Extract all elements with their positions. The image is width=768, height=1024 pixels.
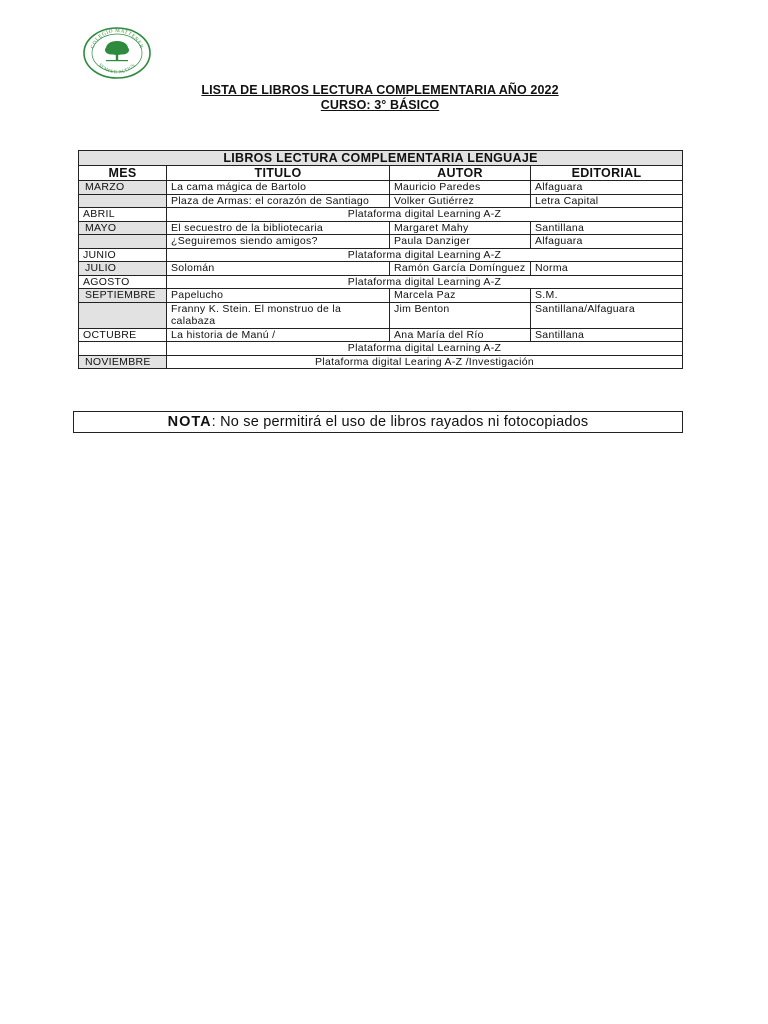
publisher-cell: Santillana (531, 221, 683, 235)
table-row (79, 342, 683, 356)
platform-cell: Plataforma digital Learing A-Z /Investigación (167, 355, 683, 369)
publisher-cell: Alfaguara (531, 235, 683, 249)
tree-icon (105, 41, 129, 61)
table-row (79, 194, 683, 208)
month-cell (79, 235, 167, 249)
author-cell: Margaret Mahy (390, 221, 531, 235)
publisher-cell: Alfaguara (531, 181, 683, 195)
table-row (79, 248, 683, 262)
note-label: NOTA (167, 414, 212, 430)
author-cell: Ramón García Domínguez (390, 262, 531, 276)
month-cell (79, 302, 167, 328)
publisher-cell: Norma (531, 262, 683, 276)
author-cell: Paula Danziger (390, 235, 531, 249)
author-cell: Volker Gutiérrez (390, 194, 531, 208)
book-title-cell: ¿Seguiremos siendo amigos? (167, 235, 390, 249)
book-title-cell: Plaza de Armas: el corazón de Santiago (167, 194, 390, 208)
month-cell: MARZO (79, 181, 167, 195)
author-cell: Marcela Paz (390, 289, 531, 303)
platform-cell: Plataforma digital Learning A-Z (167, 275, 683, 289)
note-box (73, 411, 683, 433)
column-header-editorial: EDITORIAL (531, 166, 683, 181)
publisher-cell: S.M. (531, 289, 683, 303)
book-title-cell: La cama mágica de Bartolo (167, 181, 390, 195)
publisher-cell: Santillana (531, 328, 683, 342)
seal-text-bottom: SEMPER ALTIUS (97, 62, 137, 75)
table-row (79, 328, 683, 342)
month-cell (79, 194, 167, 208)
month-cell: ABRIL (79, 208, 167, 222)
table-row (79, 262, 683, 276)
author-cell: Ana María del Río (390, 328, 531, 342)
course-title: CURSO: 3° BÁSICO (320, 98, 440, 112)
seal-text-top: COLEGIO MATTENER (89, 27, 145, 50)
book-title-cell: Franny K. Stein. El monstruo de la calabaza (167, 302, 390, 328)
document-title: LISTA DE LIBROS LECTURA COMPLEMENTARIA AÑO 2022 (201, 83, 559, 97)
table-row (79, 289, 683, 303)
month-cell: SEPTIEMBRE (79, 289, 167, 303)
table-row (79, 208, 683, 222)
book-title-cell: La historia de Manú / (167, 328, 390, 342)
table-row (79, 235, 683, 249)
month-cell (79, 342, 167, 356)
book-title-cell: El secuestro de la bibliotecaria (167, 221, 390, 235)
table-row (79, 221, 683, 235)
author-cell: Mauricio Paredes (390, 181, 531, 195)
book-title-cell: Papelucho (167, 289, 390, 303)
table-row (79, 302, 683, 328)
month-cell: NOVIEMBRE (79, 355, 167, 369)
platform-cell: Plataforma digital Learning A-Z (167, 248, 683, 262)
platform-cell: Plataforma digital Learning A-Z (167, 208, 683, 222)
month-cell: JULIO (79, 262, 167, 276)
table-row (79, 181, 683, 195)
table-row (79, 355, 683, 369)
table-title: LIBROS LECTURA COMPLEMENTARIA LENGUAJE (79, 151, 683, 166)
month-cell: MAYO (79, 221, 167, 235)
publisher-cell: Letra Capital (531, 194, 683, 208)
month-cell: AGOSTO (79, 275, 167, 289)
books-table (78, 150, 683, 369)
column-header-mes: MES (79, 166, 167, 181)
month-cell: OCTUBRE (79, 328, 167, 342)
column-header-titulo: TITULO (167, 166, 390, 181)
table-row (79, 275, 683, 289)
platform-cell: Plataforma digital Learning A-Z (167, 342, 683, 356)
note-text: : No se permitirá el uso de libros rayados ni fotocopiados (211, 414, 589, 430)
school-seal-logo (82, 26, 152, 80)
svg-text:SEMPER ALTIUS (98, 62, 136, 74)
publisher-cell: Santillana/Alfaguara (531, 302, 683, 328)
column-header-autor: AUTOR (390, 166, 531, 181)
month-cell: JUNIO (79, 248, 167, 262)
author-cell: Jim Benton (390, 302, 531, 328)
book-title-cell: Solomán (167, 262, 390, 276)
